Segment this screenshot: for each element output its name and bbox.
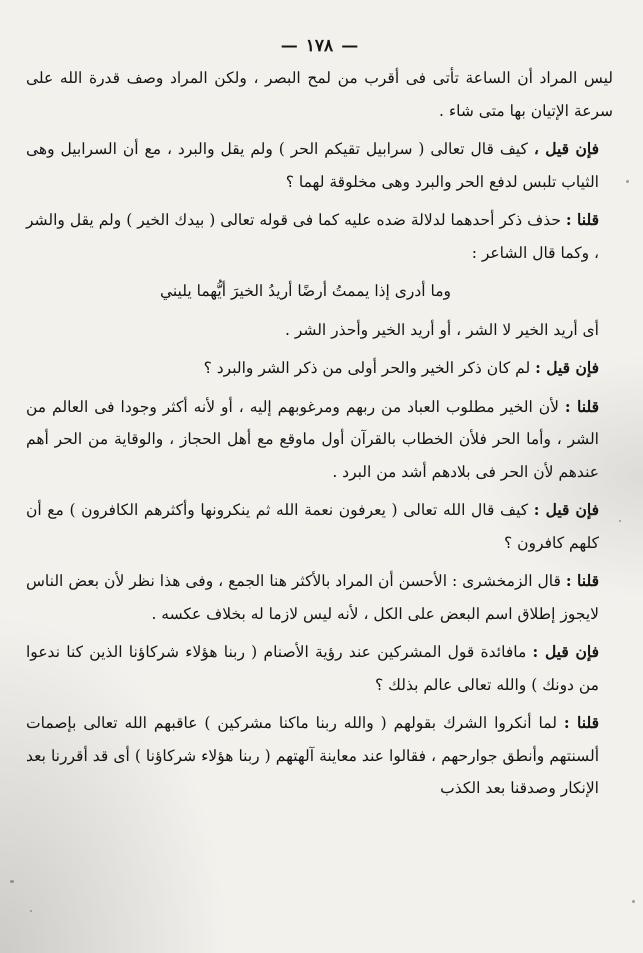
paragraph <box>26 352 613 385</box>
paragraph-text: قال الزمخشرى : الأحسن أن المراد بالأكثر هنا الجمع ، وفى هذا نظر لأن بعض الناس لايجوز إطلاق اسم البعض على الكل ، لأنه ليس لازما له بخلاف عكسه . <box>26 572 599 623</box>
paragraph-text: كيف قال الله تعالى ( يعرفون نعمة الله ثم ينكرونها وأكثرهم الكافرون ) مع أن كلهم كافرون ؟ <box>26 501 599 552</box>
paragraph-lead: قلنا : <box>563 713 599 732</box>
paragraph-text: كيف قال تعالى ( سرابيل تقيكم الحر ) ولم يقل والبرد ، مع أن السرابيل وهى الثياب تلبس لدفع الحر والبرد وهى مخلوقة لهما ؟ <box>26 140 599 191</box>
paragraph-lead: فإن قيل : <box>533 500 600 519</box>
paragraph-text: أى أريد الخير لا الشر ، أو أريد الخير وأحذر الشر . <box>284 320 599 339</box>
page-number: ١٧٨ <box>305 36 334 56</box>
header-dash-right: — <box>280 36 298 56</box>
paragraph <box>26 494 613 559</box>
scan-speck <box>619 520 621 522</box>
paragraph <box>26 391 613 489</box>
paragraph-text: لأن الخير مطلوب العباد من ربهم ومرغوبهم إليه ، أو لأنه أكثر وجودا فى العالم من الشر ، وأما الحر فلأن الخطاب بالقرآن أول ماوقع مع أهل الحجاز ، والوقاية من الحر أهم عندهم لأن الحر فى بلادهم أشد من البرد . <box>26 397 599 481</box>
paragraph <box>26 62 613 127</box>
header-dash-left: — <box>341 36 359 56</box>
paragraph <box>26 565 613 630</box>
paragraph-text: مافائدة قول المشركين عند رؤية الأصنام ( ربنا هؤلاء شركاؤنا الذين كنا ندعوا من دونك ) والله تعالى عالم بذلك ؟ <box>26 643 599 694</box>
paragraph <box>26 636 613 701</box>
paragraph-text: حذف ذكر أحدهما لدلالة ضده عليه كما فى قوله تعالى ( بيدك الخير ) ولم يقل والشر ، وكما قال الشاعر : <box>26 211 599 262</box>
scan-speck <box>10 880 14 883</box>
scan-speck <box>30 910 32 912</box>
paragraph-lead: قلنا : <box>565 571 599 590</box>
page-header <box>26 30 613 62</box>
paragraph-lead: فإن قيل : <box>535 358 599 377</box>
paragraph-lead: قلنا : <box>564 396 599 416</box>
paragraph-text: لم كان ذكر الخير والحر أولى من ذكر الشر والبرد ؟ <box>203 359 536 377</box>
paragraph <box>26 133 613 198</box>
paragraph-text: لما أنكروا الشرك بقولهم ( والله ربنا ماكنا مشركين ) عاقبهم الله تعالى بإصمات ألسنتهم وأنطق جوارحهم ، فقالوا عند معاينة آلهتهم ( ربنا هؤلاء شركاؤنا ) أى قد أقررنا بعد الإنكار وصدقنا بعد الكذب <box>26 714 599 797</box>
paragraph-lead: قلنا : <box>565 210 599 229</box>
paragraph-lead: فإن قيل : <box>532 642 599 661</box>
paragraph <box>26 314 613 347</box>
page-body <box>26 62 613 805</box>
paragraph-lead: فإن قيل ، <box>533 139 600 158</box>
paragraph-text: ليس المراد أن الساعة تأتى فى أقرب من لمح البصر ، ولكن المراد وصف قدرة الله على سرعة الإتيان بها متى شاء . <box>26 69 613 120</box>
scan-speck <box>632 900 635 903</box>
paragraph <box>26 707 613 805</box>
poetry-verse: وما أدرى إذا يممتُ أرضًا أريدُ الخيرَ أيُّهما يليني <box>159 282 452 300</box>
scan-speck <box>626 180 629 183</box>
paragraph <box>26 204 613 269</box>
